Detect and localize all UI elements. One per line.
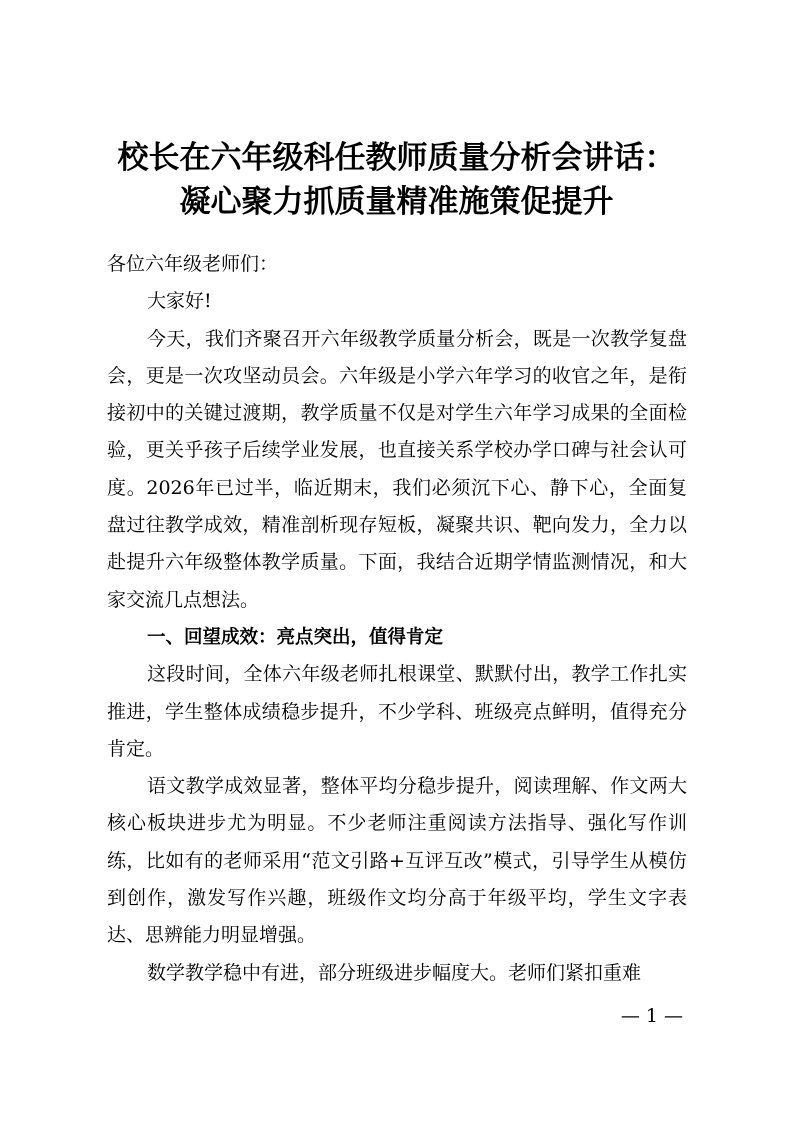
greeting: 大家好!: [147, 290, 212, 313]
section-paragraph: 数学教学稳中有进，部分班级进步幅度大。老师们紧扣重难: [147, 961, 642, 984]
intro-paragraph: 今天，我们齐聚召开六年级教学质量分析会，既是一次教学复盘会，更是一次攻坚动员会。六年级是小学六年学习的收官之年，是衔接初中的关键过渡期，教学质量不仅是对学生六年学习成果的全面检验，更关乎孩子后续学业发展，也直接关系学校办学口碑与社会认可度。2026年已过半，临近期末，我们必须沉下心、静下心，全面复盘过往教学成效，精准剖析现存短板，凝聚共识、靶向发力，全力以赴提升六年级整体教学质量。下面，我结合近期学情监测情况，和大家交流几点想法。: [107, 327, 687, 611]
salutation: 各位六年级老师们：: [107, 253, 279, 275]
document-body: [107, 246, 687, 992]
section-heading: 一、回望成效：亮点突出，值得肯定: [147, 626, 444, 648]
section-paragraph: 这段时间，全体六年级老师扎根课堂、默默付出，教学工作扎实推进，学生整体成绩稳步提升，不少学科、班级亮点鲜明，值得充分肯定。: [107, 663, 687, 760]
title-line-2: 凝心聚力抓质量精准施策促提升: [179, 184, 614, 220]
page-number: — 1 —: [620, 1005, 683, 1027]
section-paragraph: 语文教学成效显著，整体平均分稳步提升，阅读理解、作文两大核心板块进步尤为明显。不少老师注重阅读方法指导、强化写作训练，比如有的老师采用“范文引路+互评互改”模式，引导学生从模仿到创作，激发写作兴趣，班级作文均分高于年级平均，学生文字表达、思辨能力明显增强。: [107, 775, 687, 947]
title-line-1: 校长在六年级科任教师质量分析会讲话：: [117, 140, 676, 176]
